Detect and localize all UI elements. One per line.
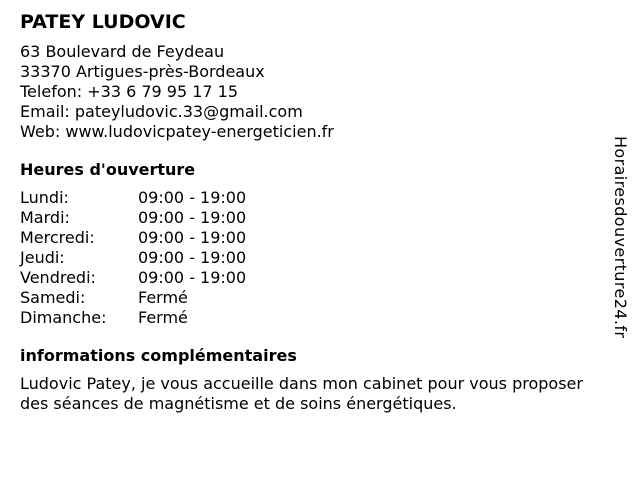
day-label: Mardi: <box>20 208 70 227</box>
day-hours: 09:00 - 19:00 <box>138 208 247 227</box>
hours-row <box>20 208 610 228</box>
day-label: Mercredi: <box>20 228 95 247</box>
email-line: Email: pateyludovic.33@gmail.com <box>20 102 303 121</box>
hours-row <box>20 268 610 288</box>
address-line-2: 33370 Artigues-près-Bordeaux <box>20 62 265 81</box>
day-label: Samedi: <box>20 288 86 307</box>
address-line-1: 63 Boulevard de Feydeau <box>20 42 225 61</box>
site-watermark: Horairesdouverture24.fr <box>611 136 630 339</box>
day-label: Vendredi: <box>20 268 96 287</box>
day-hours: 09:00 - 19:00 <box>138 188 247 207</box>
hours-row <box>20 288 610 308</box>
hours-row <box>20 228 610 248</box>
day-label: Dimanche: <box>20 308 107 327</box>
website-line: Web: www.ludovicpatey-energeticien.fr <box>20 122 334 141</box>
day-hours: 09:00 - 19:00 <box>138 248 247 267</box>
contact-block <box>20 42 610 142</box>
hours-row <box>20 308 610 328</box>
business-name: PATEY LUDOVIC <box>20 11 186 33</box>
hours-row <box>20 188 610 208</box>
phone-line: Telefon: +33 6 79 95 17 15 <box>20 82 239 101</box>
day-label: Jeudi: <box>20 248 65 267</box>
hours-row <box>20 248 610 268</box>
day-hours: 09:00 - 19:00 <box>138 228 247 247</box>
day-hours: 09:00 - 19:00 <box>138 268 247 287</box>
day-hours: Fermé <box>138 288 188 307</box>
hours-title: Heures d'ouverture <box>20 160 196 179</box>
day-label: Lundi: <box>20 188 69 207</box>
info-title: informations complémentaires <box>20 346 297 365</box>
day-hours: Fermé <box>138 308 188 327</box>
info-description: Ludovic Patey, je vous accueille dans mon cabinet pour vous proposer des séances de magnétisme et de soins énergétiques. <box>20 374 583 413</box>
hours-table <box>20 188 610 328</box>
business-card <box>20 10 610 414</box>
